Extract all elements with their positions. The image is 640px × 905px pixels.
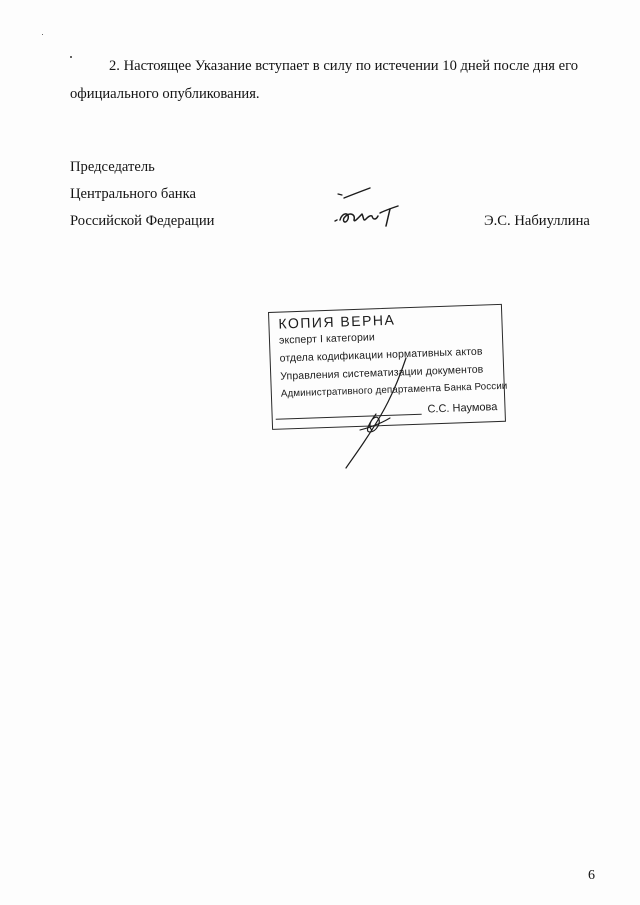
page-number: 6 bbox=[588, 868, 595, 883]
stamp-position: эксперт I категории bbox=[278, 331, 376, 347]
signatory-title-block bbox=[70, 154, 215, 235]
stamp-department: отдела кодификации нормативных актов bbox=[279, 345, 483, 365]
signatory-position: Председатель bbox=[70, 159, 155, 175]
stamp-division: Управления систематизации документов bbox=[280, 363, 484, 383]
stamp-directorate: Административного департамента Банка России bbox=[280, 380, 508, 400]
signatory-country: Российской Федерации bbox=[70, 213, 215, 229]
stamp-handwritten-signature bbox=[336, 352, 426, 472]
stamp-signer-name: С.С. Наумова bbox=[427, 401, 498, 416]
body-paragraph bbox=[70, 52, 610, 108]
stamp-title: КОПИЯ ВЕРНА bbox=[278, 311, 396, 332]
signatory-name: Э.С. Набиуллина bbox=[484, 213, 590, 229]
handwritten-signature bbox=[330, 182, 410, 234]
signatory-organization: Центрального банка bbox=[70, 186, 196, 202]
scan-speck bbox=[42, 34, 43, 35]
paragraph-text: 2. Настоящее Указание вступает в силу по истечении 10 дней после дня его официального опубликования. bbox=[70, 58, 579, 102]
